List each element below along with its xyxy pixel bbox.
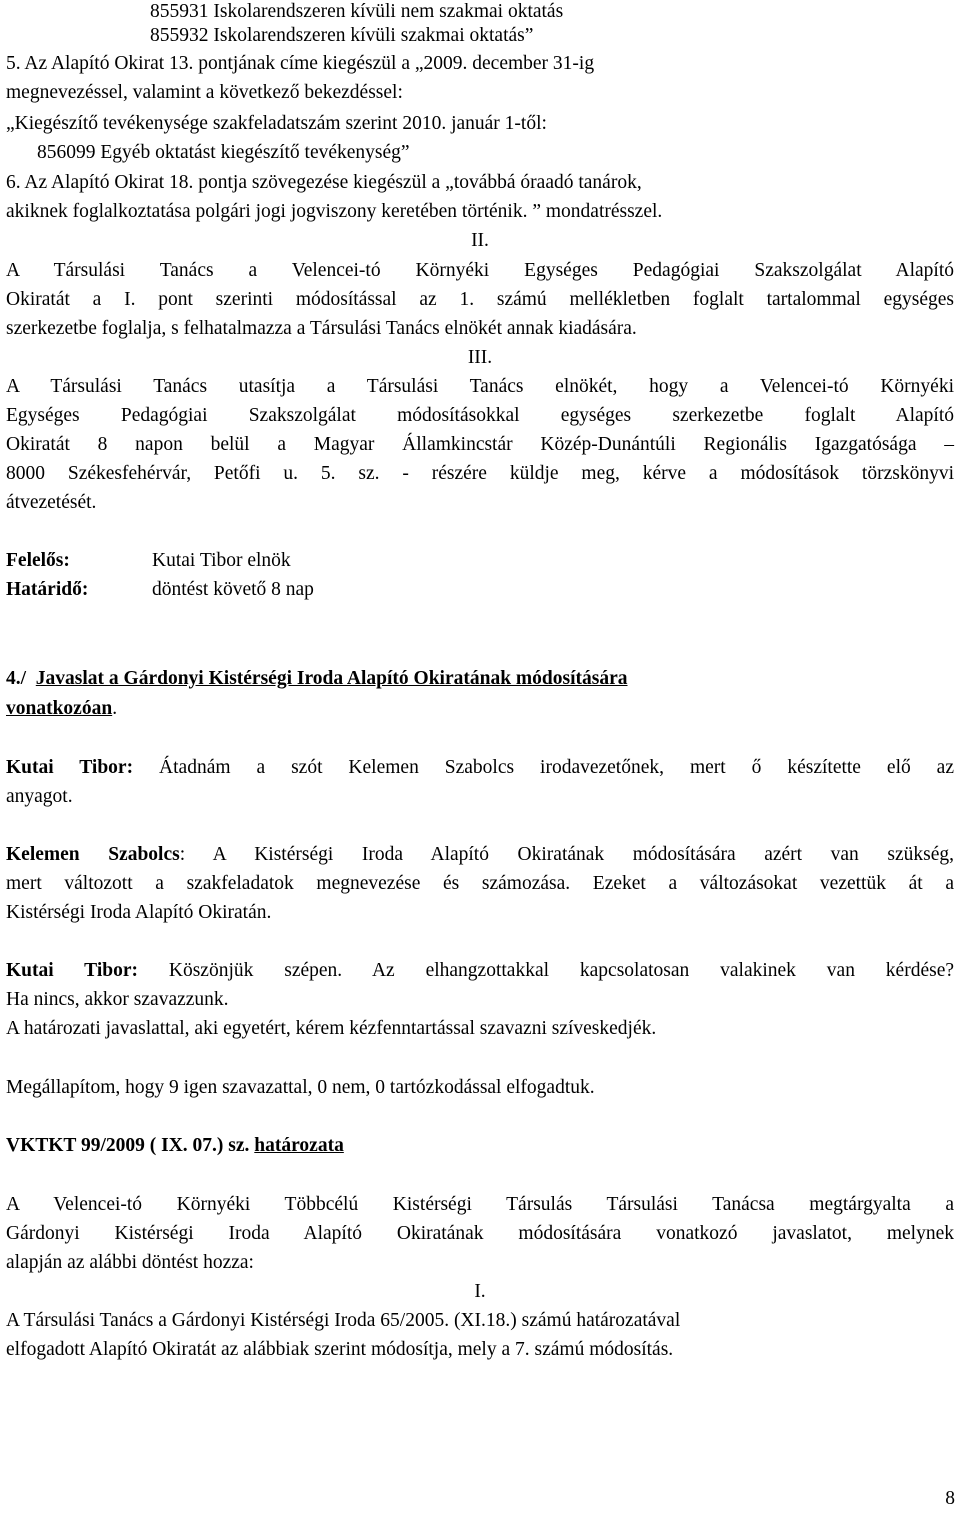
text-line: 6. Az Alapító Okirat 18. pontja szövegezése kiegészül a „továbbá óraadó tanárok, — [6, 172, 642, 193]
text-line: A Társulási Tanács a Velencei-tó Környéki Egységes Pedagógiai Szakszolgálat Alapító — [6, 260, 954, 281]
text-line: akiknek foglalkoztatása polgári jogi jogviszony keretében történik. ” mondatrésszel. — [6, 201, 663, 222]
speech-line: Kistérségi Iroda Alapító Okiratán. — [6, 902, 272, 923]
text-line: 8000 Székesfehérvár, Petőfi u. 5. sz. - részére küldje meg, kérve a módosítások törzskönyvi — [6, 463, 954, 484]
responsible-value: Kutai Tibor elnök — [152, 550, 291, 571]
speaker-name: Kelemen Szabolcs — [6, 844, 180, 865]
speaker-name: Kutai Tibor: — [6, 757, 134, 778]
text-line: Okiratát a I. pont szerinti módosítással az 1. számú mellékletben foglalt tartalommal egységes — [6, 289, 954, 310]
speech-line: A határozati javaslattal, aki egyetért, kérem kézfenntartással szavazni szíveskedjék. — [6, 1018, 657, 1039]
speech-line: Kutai Tibor: Átadnám a szót Kelemen Szabolcs irodavezetőnek, mert ő készítette elő az — [6, 757, 954, 778]
speech-line: Kelemen Szabolcs: A Kistérségi Iroda Alapító Okiratának módosítására azért van szükség, — [6, 844, 954, 865]
text-line: A Társulási Tanács a Gárdonyi Kistérségi Iroda 65/2005. (XI.18.) számú határozatával — [6, 1310, 681, 1331]
section-numeral: III. — [467, 347, 493, 368]
text-line: 856099 Egyéb oktatást kiegészítő tevékenység” — [37, 142, 410, 163]
resolution-heading: VKTKT 99/2009 ( IX. 07.) sz. határozata — [6, 1135, 344, 1156]
text-line: átvezetését. — [6, 492, 97, 513]
text-line: 855932 Iskolarendszeren kívüli szakmai oktatás” — [150, 25, 534, 46]
text-line: Egységes Pedagógiai Szakszolgálat módosításokkal egységes szerkezetbe foglalt Alapító — [6, 405, 954, 426]
text-line: megnevezéssel, valamint a következő bekezdéssel: — [6, 82, 403, 103]
speech-line: mert változott a szakfeladatok megnevezése és számozása. Ezeket a változásokat vezettük át a — [6, 873, 954, 894]
speech-line: Ha nincs, akkor szavazzunk. — [6, 989, 229, 1010]
text-line: „Kiegészítő tevékenysége szakfeladatszám szerint 2010. január 1-től: — [6, 113, 547, 134]
agenda-item-title-text: Javaslat a Gárdonyi Kistérségi Iroda Alapító Okiratának módosítására — [35, 668, 628, 689]
section-numeral: I. — [474, 1281, 486, 1302]
text-line: Gárdonyi Kistérségi Iroda Alapító Okiratának módosítására vonatkozó javaslatot, melynek — [6, 1223, 954, 1244]
deadline-label: Határidő: — [6, 579, 89, 600]
section-numeral: II. — [471, 230, 489, 251]
vote-result: Megállapítom, hogy 9 igen szavazattal, 0 nem, 0 tartózkodással elfogadtuk. — [6, 1077, 595, 1098]
responsible-row — [6, 549, 291, 573]
text-line: A Társulási Tanács utasítja a Társulási Tanács elnökét, hogy a Velencei-tó Környéki — [6, 376, 954, 397]
text-line: alapján az alábbi döntést hozza: — [6, 1252, 254, 1273]
text-line: 855931 Iskolarendszeren kívüli nem szakmai oktatás — [150, 1, 564, 22]
text-line: 5. Az Alapító Okirat 13. pontjának címe kiegészül a „2009. december 31-ig — [6, 53, 595, 74]
speech-line: Kutai Tibor: Köszönjük szépen. Az elhangzottakkal kapcsolatosan valakinek van kérdése? — [6, 960, 955, 981]
text-line: A Velencei-tó Környéki Többcélú Kistérségi Társulás Társulási Tanácsa megtárgyalta a — [6, 1194, 954, 1215]
page-number: 8 — [945, 1488, 955, 1509]
agenda-item-number: 4./ — [6, 668, 27, 689]
text-line: szerkezetbe foglalja, s felhatalmazza a Társulási Tanács elnökét annak kiadására. — [6, 318, 637, 339]
text-line: elfogadott Alapító Okiratát az alábbiak szerint módosítja, mely a 7. számú módosítás. — [6, 1339, 674, 1360]
text-line: Okiratát 8 napon belül a Magyar Államkincstár Közép-Dunántúli Regionális Igazgatósága – — [6, 434, 954, 455]
speaker-name: Kutai Tibor: — [6, 960, 139, 981]
agenda-item-title-cont: vonatkozóan. — [6, 698, 118, 719]
deadline-value: döntést követő 8 nap — [152, 579, 314, 600]
agenda-item-title — [6, 667, 628, 691]
deadline-row — [6, 578, 314, 602]
responsible-label: Felelős: — [6, 550, 70, 571]
speech-line: anyagot. — [6, 786, 73, 807]
